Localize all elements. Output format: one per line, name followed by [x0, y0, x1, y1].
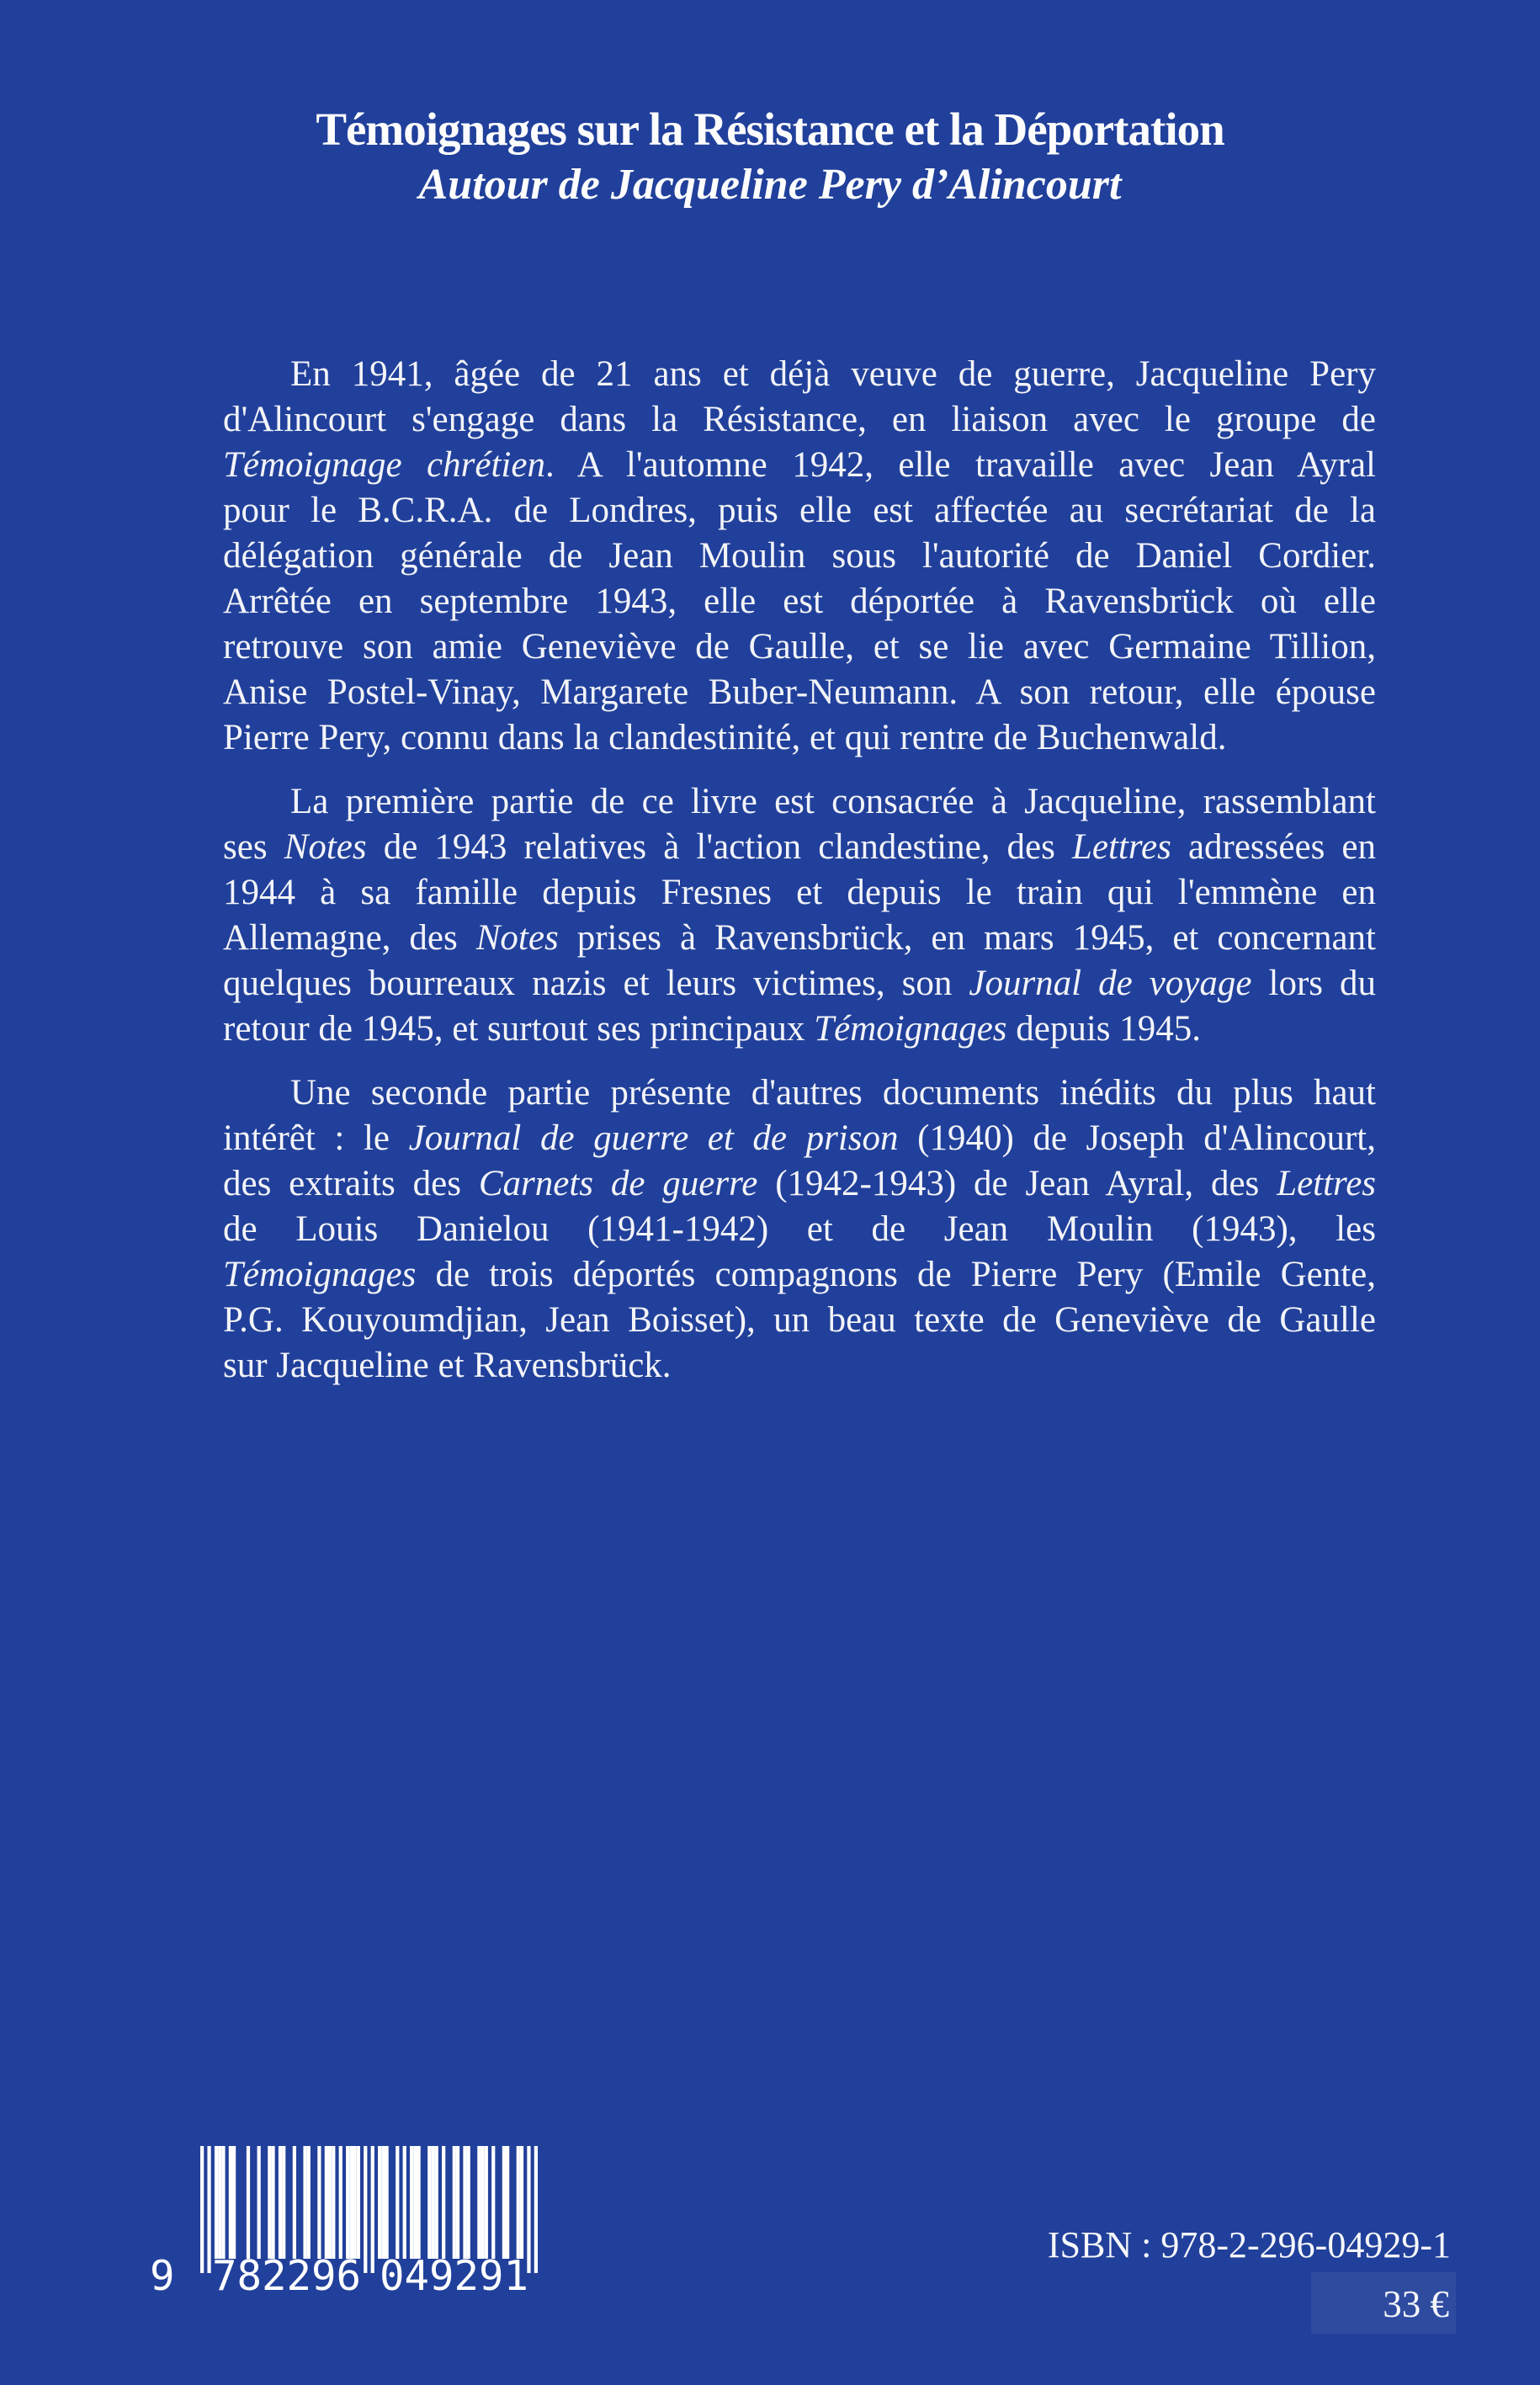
- isbn-text: ISBN : 978-2-296-04929-1: [1047, 2224, 1451, 2265]
- body-line: 1944 à sa famille depuis Fresnes et depuis le train qui l'emmène en: [223, 873, 1376, 912]
- paragraph: [223, 1070, 1376, 1389]
- book-title: Témoignages sur la Résistance et la Déportation: [316, 104, 1224, 155]
- body-line: ses Notes de 1943 relatives à l'action clandestine, des Lettres adressées en: [223, 827, 1376, 867]
- body-line: Témoignage chrétien. A l'automne 1942, elle travaille avec Jean Ayral: [223, 445, 1376, 485]
- body-line: quelques bourreaux nazis et leurs victimes, son Journal de voyage lors du: [223, 964, 1376, 1003]
- barcode-digits-group1: 782296: [212, 2252, 362, 2300]
- body-line: délégation générale de Jean Moulin sous l'autorité de Daniel Cordier.: [223, 536, 1376, 576]
- body-line: Allemagne, des Notes prises à Ravensbrück, en mars 1945, et concernant: [223, 918, 1376, 958]
- header: [194, 101, 1346, 212]
- body-line: pour le B.C.R.A. de Londres, puis elle est affectée au secrétariat de la: [223, 491, 1376, 530]
- body-line: Arrêtée en septembre 1943, elle est déportée à Ravensbrück où elle: [223, 582, 1376, 621]
- price-text: 33 €: [1383, 2283, 1449, 2325]
- body-line: Anise Postel-Vinay, Margarete Buber-Neumann. A son retour, elle épouse: [223, 672, 1376, 712]
- body-text: [223, 352, 1376, 1407]
- body-line: intérêt : le Journal de guerre et de prison (1940) de Joseph d'Alincourt,: [223, 1118, 1376, 1158]
- body-line: Pierre Pery, connu dans la clandestinité, et qui rentre de Buchenwald.: [223, 718, 1227, 757]
- body-line: Témoignages de trois déportés compagnons de Pierre Pery (Emile Gente,: [223, 1255, 1376, 1294]
- barcode-digits-group2: 049291: [380, 2252, 529, 2300]
- book-subtitle: Autour de Jacqueline Pery d’Alincourt: [418, 161, 1122, 209]
- body-line: de Louis Danielou (1941-1942) et de Jean Moulin (1943), les: [223, 1209, 1376, 1249]
- body-line: Une seconde partie présente d'autres documents inédits du plus haut: [290, 1073, 1376, 1113]
- body-line: d'Alincourt s'engage dans la Résistance, en liaison avec le groupe de: [223, 400, 1376, 439]
- body-line: des extraits des Carnets de guerre (1942-1943) de Jean Ayral, des Lettres: [223, 1164, 1376, 1203]
- body-line: En 1941, âgée de 21 ans et déjà veuve de guerre, Jacqueline Pery: [290, 354, 1376, 394]
- body-line: P.G. Kouyoumdjian, Jean Boisset), un beau texte de Geneviève de Gaulle: [223, 1300, 1376, 1340]
- paragraph: [223, 352, 1376, 761]
- body-line: La première partie de ce livre est consacrée à Jacqueline, rassemblant: [290, 782, 1376, 821]
- body-line: retour de 1945, et surtout ses principaux Témoignages depuis 1945.: [223, 1009, 1202, 1049]
- body-line: retrouve son amie Geneviève de Gaulle, et se lie avec Germaine Tillion,: [223, 627, 1376, 667]
- paragraph: [223, 779, 1376, 1052]
- barcode-digit-prefix: 9: [150, 2252, 175, 2300]
- body-line: sur Jacqueline et Ravensbrück.: [223, 1346, 672, 1385]
